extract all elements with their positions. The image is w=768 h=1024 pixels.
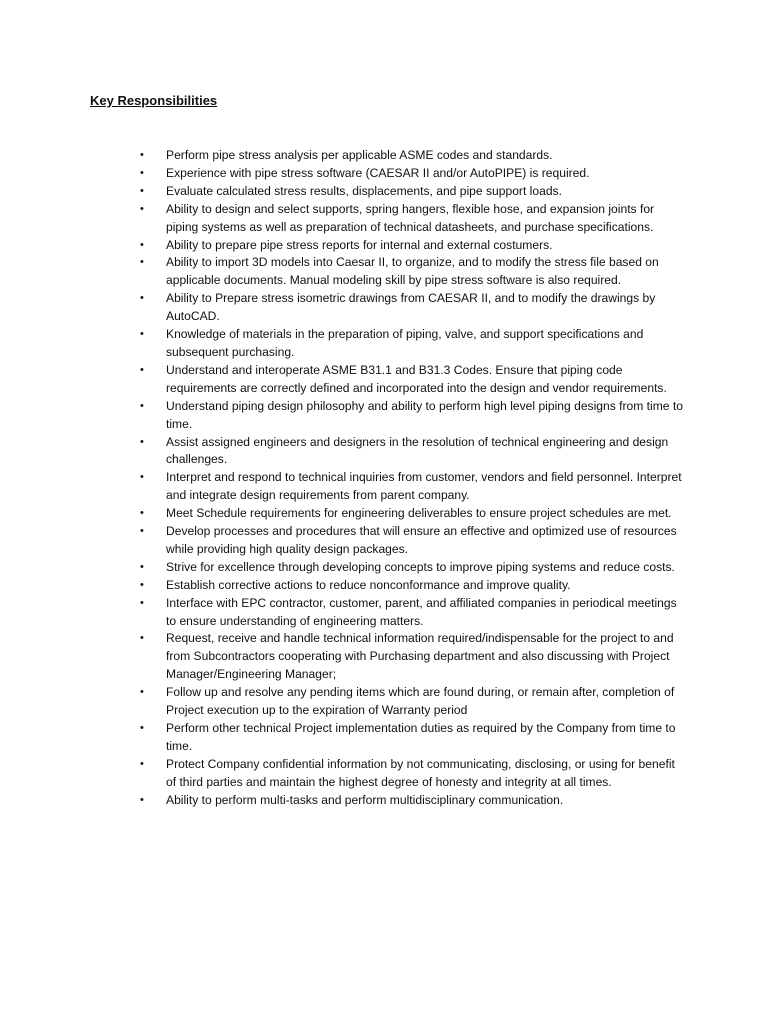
list-item-text: Ability to Prepare stress isometric drawings from CAESAR II, and to modify the drawings by AutoCAD.: [166, 291, 656, 324]
list-item-text: Evaluate calculated stress results, displacements, and pipe support loads.: [166, 183, 562, 198]
bullet-icon: •: [140, 202, 144, 215]
list-item: [140, 326, 685, 362]
list-item-text: Ability to import 3D models into Caesar II, to organize, and to modify the stress file based on applicable documents. Manual modeling skill by pipe stress software is also required.: [166, 255, 659, 288]
bullet-icon: •: [140, 471, 144, 484]
list-item: [140, 505, 685, 523]
responsibilities-list: [140, 147, 685, 810]
list-item-text: Ability to prepare pipe stress reports for internal and external costumers.: [166, 237, 553, 252]
bullet-icon: •: [140, 686, 144, 699]
list-item: [140, 469, 685, 505]
bullet-icon: •: [140, 560, 144, 573]
bullet-icon: •: [140, 399, 144, 412]
list-item: [140, 595, 685, 631]
list-item-text: Follow up and resolve any pending items which are found during, or remain after, completion of Project execution up to the expiration of Warranty period: [166, 685, 675, 718]
list-item: [140, 434, 685, 470]
section-heading: Key Responsibilities: [90, 93, 218, 108]
list-item-text: Perform pipe stress analysis per applicable ASME codes and standards.: [166, 148, 553, 162]
bullet-icon: •: [140, 793, 144, 806]
bullet-icon: •: [140, 149, 144, 161]
bullet-icon: •: [140, 757, 144, 770]
list-item-text: Knowledge of materials in the preparation of piping, valve, and support specifications and subsequent purchasing.: [166, 327, 644, 359]
bullet-icon: •: [140, 632, 144, 645]
list-item: [140, 290, 685, 326]
list-item-text: Interpret and respond to technical inquiries from customer, vendors and field personnel. Interpret and integrate design requirements from parent company.: [166, 470, 682, 503]
list-item: [140, 362, 685, 398]
bullet-icon: •: [140, 238, 144, 251]
bullet-icon: •: [140, 328, 144, 341]
list-item: [140, 237, 685, 255]
bullet-icon: •: [140, 363, 144, 376]
list-item: [140, 577, 685, 595]
list-item: [140, 165, 685, 183]
bullet-icon: •: [140, 525, 144, 538]
bullet-icon: •: [140, 184, 144, 197]
list-item-text: Request, receive and handle technical information required/indispensable for the project to and from Subcontractors cooperating with Purchasing department and also discussing with Project Manager/Engineering Manager;: [166, 631, 674, 682]
list-item-text: Protect Company confidential information by not communicating, disclosing, or using for benefit of third parties and maintain the highest degree of honesty and integrity at all times.: [166, 756, 675, 789]
list-item-text: Ability to perform multi-tasks and perform multidisciplinary communication.: [166, 792, 564, 807]
list-item-text: Develop processes and procedures that will ensure an effective and optimized use of resources while providing high quality design packages.: [166, 524, 677, 556]
list-item-text: Perform other technical Project implementation duties as required by the Company from time to time.: [166, 721, 676, 753]
list-item: [140, 756, 685, 792]
list-item: [140, 398, 685, 434]
list-item: [140, 183, 685, 201]
list-item: [140, 523, 685, 559]
list-item: [140, 254, 685, 290]
list-item: [140, 792, 685, 810]
bullet-icon: •: [140, 256, 144, 269]
bullet-icon: •: [140, 435, 144, 448]
list-item-text: Meet Schedule requirements for engineering deliverables to ensure project schedules are met.: [166, 506, 672, 521]
bullet-icon: •: [140, 507, 144, 520]
bullet-icon: •: [140, 292, 144, 305]
list-item: [140, 630, 685, 684]
bullet-icon: •: [140, 578, 144, 591]
list-item-text: Ability to design and select supports, spring hangers, flexible hose, and expansion joints for piping systems as well as preparation of technical datasheets, and purchase specifications.: [166, 201, 655, 234]
list-item-text: Assist assigned engineers and designers in the resolution of technical engineering and design challenges.: [166, 434, 669, 467]
list-item-text: Interface with EPC contractor, customer, parent, and affiliated companies in periodical meetings to ensure understanding of engineering matters.: [166, 595, 677, 628]
bullet-icon: •: [140, 166, 144, 179]
list-item-text: Understand and interoperate ASME B31.1 and B31.3 Codes. Ensure that piping code requirements are correctly defined and incorporated into the design and vendor requirements.: [166, 362, 667, 395]
bullet-icon: •: [140, 722, 144, 734]
list-item: [140, 559, 685, 577]
list-item-text: Strive for excellence through developing concepts to improve piping systems and reduce costs.: [166, 559, 675, 574]
bullet-icon: •: [140, 596, 144, 609]
list-item: [140, 684, 685, 720]
list-item: [140, 147, 685, 165]
list-item-text: Establish corrective actions to reduce nonconformance and improve quality.: [166, 577, 571, 592]
list-item: [140, 720, 685, 756]
list-item: [140, 201, 685, 237]
list-item-text: Experience with pipe stress software (CAESAR II and/or AutoPIPE) is required.: [166, 165, 590, 180]
list-item-text: Understand piping design philosophy and ability to perform high level piping designs from time to time.: [166, 398, 683, 431]
